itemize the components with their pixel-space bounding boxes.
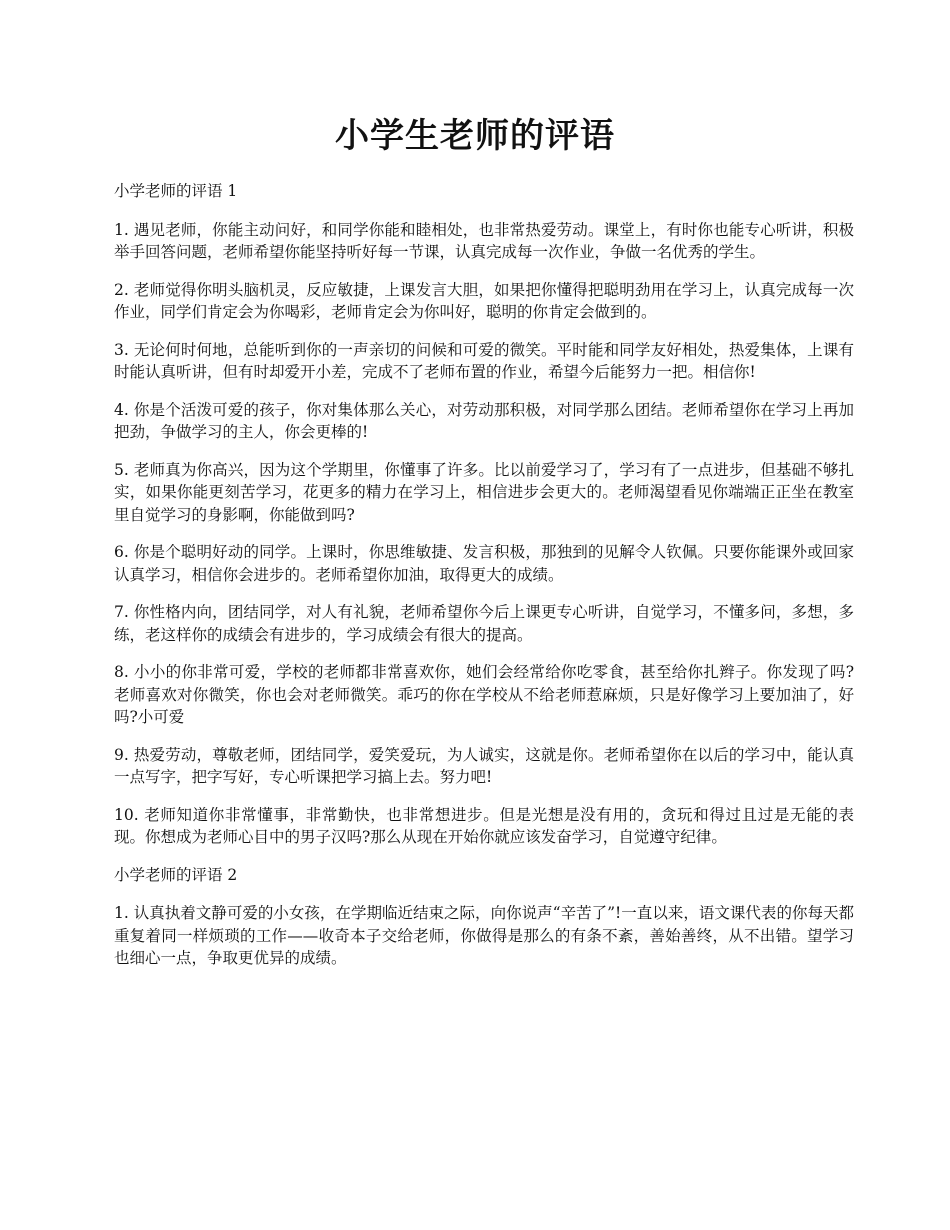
section-heading: 小学老师的评语 1 (114, 182, 238, 200)
comment-paragraph: 5. 老师真为你高兴，因为这个学期里，你懂事了许多。比以前爱学习了，学习有了一点进步，但基础不够扎实，如果你能更刻苦学习，花更多的精力在学习上，相信进步会更大的。老师渴望看见你端端正正坐在教室里自觉学习的身影啊，你能做到吗? (114, 460, 854, 524)
comment-paragraph: 2. 老师觉得你明头脑机灵，反应敏捷，上课发言大胆，如果把你懂得把聪明劲用在学习上，认真完成每一次作业，同学们肯定会为你喝彩，老师肯定会为你叫好，聪明的你肯定会做到的。 (114, 280, 854, 321)
comment-paragraph: 10. 老师知道你非常懂事，非常勤快，也非常想进步。但是光想是没有用的，贪玩和得过且过是无能的表现。你想成为老师心目中的男子汉吗?那么从现在开始你就应该发奋学习，自觉遵守纪律。 (114, 805, 854, 846)
document-body (114, 180, 854, 985)
comment-paragraph: 9. 热爱劳动，尊敬老师，团结同学，爱笑爱玩，为人诚实，这就是你。老师希望你在以后的学习中，能认真一点写字，把字写好，专心听课把学习搞上去。努力吧! (114, 745, 854, 786)
comment-paragraph: 7. 你性格内向，团结同学，对人有礼貌，老师希望你今后上课更专心听讲，自觉学习，不懂多问，多想，多练，老这样你的成绩会有进步的，学习成绩会有很大的提高。 (114, 603, 854, 644)
comment-paragraph: 4. 你是个活泼可爱的孩子，你对集体那么关心，对劳动那积极，对同学那么团结。老师希望你在学习上再加把劲，争做学习的主人，你会更棒的! (114, 400, 854, 441)
document-title: 小学生老师的评语 (335, 116, 615, 156)
comment-paragraph: 1. 认真执着文静可爱的小女孩，在学期临近结束之际，向你说声“辛苦了”!一直以来，语文课代表的你每天都重复着同一样烦琐的工作——收奇本子交给老师，你做得是那么的有条不紊，善始善终，从不出错。望学习也细心一点，争取更优异的成绩。 (114, 904, 854, 967)
comment-paragraph: 8. 小小的你非常可爱，学校的老师都非常喜欢你，她们会经常给你吃零食，甚至给你扎辫子。你发现了吗?老师喜欢对你微笑，你也会对老师微笑。乖巧的你在学校从不给老师惹麻烦，只是好像学习上要加油了，好吗?小可爱 (114, 663, 854, 726)
comment-paragraph: 3. 无论何时何地，总能听到你的一声亲切的问候和可爱的微笑。平时能和同学友好相处，热爱集体，上课有时能认真听讲，但有时却爱开小差，完成不了老师布置的作业，希望今后能努力一把。相信你! (114, 340, 854, 381)
comment-paragraph: 6. 你是个聪明好动的同学。上课时，你思维敏捷、发言积极，那独到的见解令人钦佩。只要你能课外或回家认真学习，相信你会进步的。老师希望你加油，取得更大的成绩。 (114, 543, 854, 584)
comment-paragraph: 1. 遇见老师，你能主动问好，和同学你能和睦相处，也非常热爱劳动。课堂上，有时你也能专心听讲，积极举手回答问题，老师希望你能坚持听好每一节课，认真完成每一次作业，争做一名优秀的学生。 (114, 220, 854, 261)
section-heading: 小学老师的评语 2 (114, 865, 238, 884)
